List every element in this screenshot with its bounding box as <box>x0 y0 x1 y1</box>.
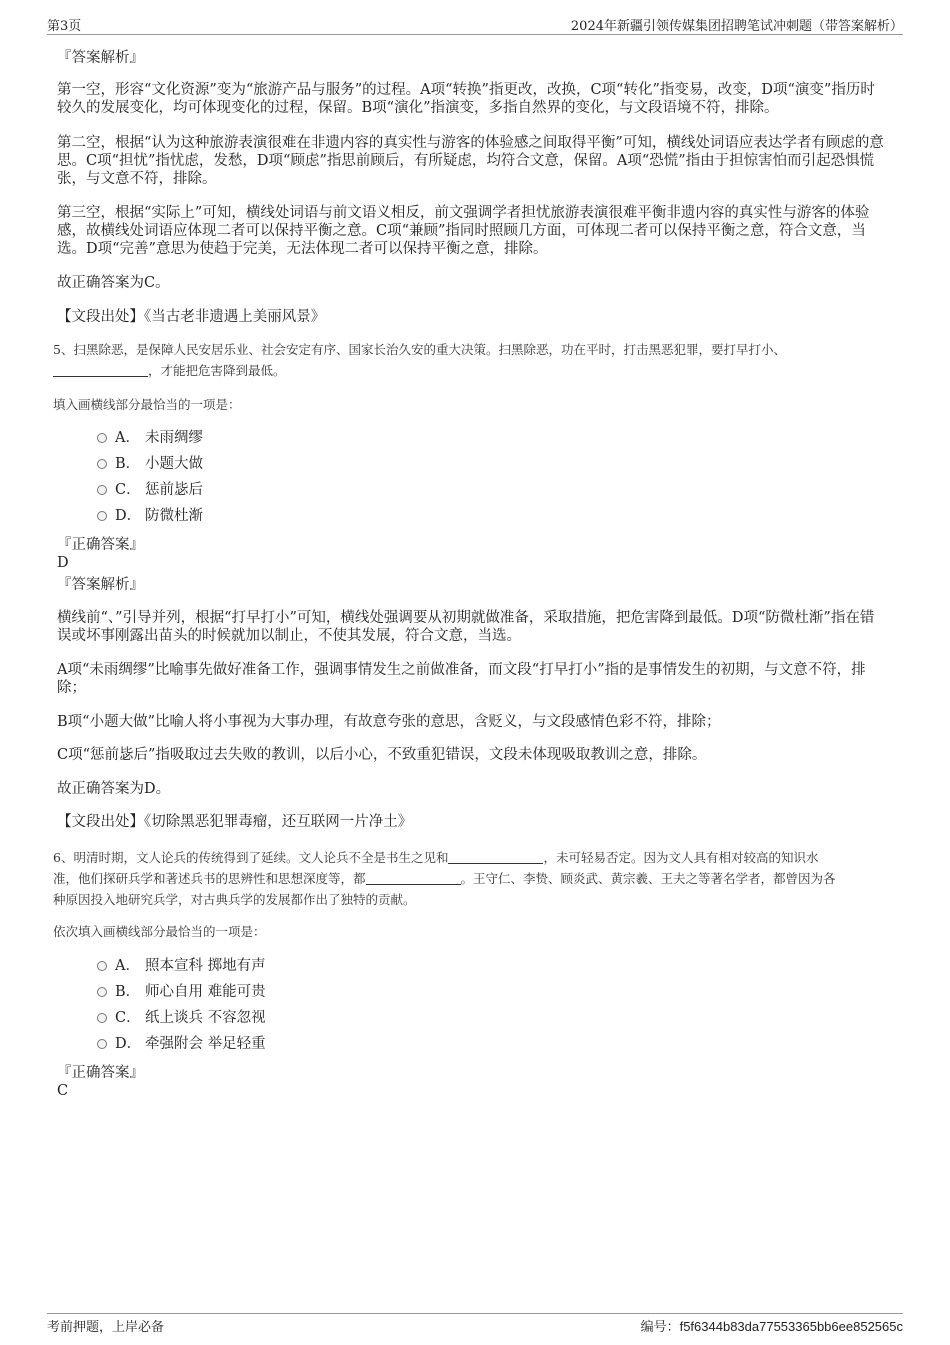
q5-blank <box>53 364 148 377</box>
q6-stem-text: 。王守仁、李贽、顾炎武、黄宗羲、王夫之等著名学者，都曾因为各 <box>460 871 836 886</box>
radio-icon[interactable] <box>97 433 107 443</box>
q5-analysis-label: 『答案解析』 <box>57 577 144 593</box>
radio-icon[interactable] <box>97 1013 107 1023</box>
document-title: 2024年新疆引领传媒集团招聘笔试冲刺题（带答案解析） <box>570 19 903 34</box>
option-letter: D． <box>115 508 142 524</box>
q6-correct-answer: C <box>57 1083 69 1099</box>
q6-option-b[interactable] <box>97 982 266 1002</box>
q6-blank-2 <box>366 872 461 885</box>
q6-stem-text: 准，他们探研兵学和著述兵书的思辨性和思想深度等，都 <box>53 871 366 886</box>
q5-analysis-p3: B项“小题大做”比喻人将小事视为大事办理，有故意夸张的意思，含贬义，与文段感情色彩不符，排除； <box>57 714 721 730</box>
option-letter: C． <box>115 482 141 498</box>
q5-analysis-p1: 横线前“、”引导并列，根据“打早打小”可知，横线处强调要从初期就做准备，采取措施，把危害降到最低。D项“防微杜渐”指在错误或坏事刚露出苗头的时候就加以制止，不使其发展，符合文意，当选。 <box>57 610 875 644</box>
q5-option-d[interactable] <box>97 506 203 526</box>
q5-source: 【文段出处】《切除黑恶犯罪毒瘤，还互联网一片净土》 <box>57 814 413 830</box>
option-text: 惩前毖后 <box>145 482 203 498</box>
option-text: 纸上谈兵 不容忽视 <box>145 1010 266 1026</box>
option-text: 防微杜渐 <box>145 508 203 524</box>
q6-stem <box>53 847 892 910</box>
q5-prompt: 填入画横线部分最恰当的一项是： <box>53 397 241 412</box>
q6-stem-text: 种原因投入地研究兵学，对古典兵学的发展都作出了独特的贡献。 <box>53 892 416 907</box>
option-letter: B． <box>115 456 141 472</box>
radio-icon[interactable] <box>97 485 107 495</box>
footer-code <box>641 1316 903 1335</box>
q5-stem-text: 5、扫黑除恶，是保障人民安居乐业、社会安定有序、国家长治久安的重大决策。扫黑除恶，功在平时，打击黑恶犯罪，要打早打小、 <box>53 342 786 357</box>
radio-icon[interactable] <box>97 961 107 971</box>
q4-conclusion: 故正确答案为C。 <box>57 275 170 291</box>
q6-option-d[interactable] <box>97 1034 266 1054</box>
q4-analysis-p3: 第三空，根据“实际上”可知，横线处词语与前文语义相反，前文强调学者担忧旅游表演很难平衡非遗内容的真实性与游客的体验感，故横线处词语应体现二者可以保持平衡之意。C项“兼顾”指同时照顾几方面，可体现二者可以保持平衡之意，符合文意，当选。D项“完善”意思为使趋于完美，无法体现二者可以保持平衡之意，排除。 <box>57 205 870 257</box>
radio-icon[interactable] <box>97 459 107 469</box>
radio-icon[interactable] <box>97 987 107 997</box>
option-letter: A． <box>115 430 140 446</box>
q5-correct-answer: D <box>57 555 69 571</box>
option-text: 师心自用 难能可贵 <box>145 984 266 1000</box>
q4-analysis-p2: 第二空，根据“认为这种旅游表演很难在非遗内容的真实性与游客的体验感之间取得平衡”可知，横线处词语应表达学者有顾虑的意思。C项“担忧”指忧虑，发愁，D项“顾虑”指思前顾后，有所疑虑，均符合文意，保留。A项“恐慌”指由于担惊害怕而引起恐惧慌张，与文意不符，排除。 <box>57 135 884 187</box>
q5-analysis-p2: A项“未雨绸缪”比喻事先做好准备工作，强调事情发生之前做准备，而文段“打早打小”指的是事情发生的初期，与文意不符，排除； <box>57 662 866 696</box>
q6-option-c[interactable] <box>97 1008 266 1028</box>
option-letter: D． <box>115 1036 142 1052</box>
option-letter: C． <box>115 1010 141 1026</box>
q5-stem <box>53 339 892 381</box>
q6-prompt: 依次填入画横线部分最恰当的一项是： <box>53 924 266 939</box>
footer-slogan: 考前押题，上岸必备 <box>47 1320 165 1335</box>
footer-code-label: 编号： <box>640 1320 680 1335</box>
q4-source: 【文段出处】《当古老非遗遇上美丽风景》 <box>57 309 326 325</box>
q5-correct-label: 『正确答案』 <box>57 537 144 553</box>
option-text: 牵强附会 举足轻重 <box>145 1036 266 1052</box>
q5-option-c[interactable] <box>97 480 203 500</box>
q6-option-a[interactable] <box>97 956 266 976</box>
q5-analysis-p4: C项“惩前毖后”指吸取过去失败的教训，以后小心，不致重犯错误，文段未体现吸取教训之意，排除。 <box>57 747 707 763</box>
q5-conclusion: 故正确答案为D。 <box>57 781 171 797</box>
footer-code-value: f5f6344b83da77553365bb6ee852565c <box>679 1319 903 1334</box>
page-footer <box>47 1313 903 1338</box>
q5-option-a[interactable] <box>97 428 203 448</box>
q5-stem-text-end: ，才能把危害降到最低。 <box>148 363 286 378</box>
q6-blank-1 <box>448 851 543 864</box>
q4-analysis-label: 『答案解析』 <box>57 50 144 66</box>
option-text: 未雨绸缪 <box>145 430 203 446</box>
option-letter: A． <box>115 958 140 974</box>
q6-correct-label: 『正确答案』 <box>57 1065 144 1081</box>
option-text: 照本宣科 掷地有声 <box>145 958 266 974</box>
q6-stem-text: 6、明清时期，文人论兵的传统得到了延续。文人论兵不全是书生之见和 <box>53 850 449 865</box>
radio-icon[interactable] <box>97 1039 107 1049</box>
page-header <box>47 14 903 35</box>
q6-stem-text: ，未可轻易否定。因为文人具有相对较高的知识水 <box>543 850 819 865</box>
q5-option-b[interactable] <box>97 454 203 474</box>
option-text: 小题大做 <box>145 456 203 472</box>
radio-icon[interactable] <box>97 511 107 521</box>
option-letter: B． <box>115 984 141 1000</box>
page-number: 第3页 <box>47 19 82 34</box>
q4-analysis-p1: 第一空，形容“文化资源”变为“旅游产品与服务”的过程。A项“转换”指更改，改换，C项“转化”指变易，改变，D项“演变”指历时较久的发展变化，均可体现变化的过程，保留。B项“演化”指演变，多指自然界的变化，与文段语境不符，排除。 <box>57 82 875 116</box>
